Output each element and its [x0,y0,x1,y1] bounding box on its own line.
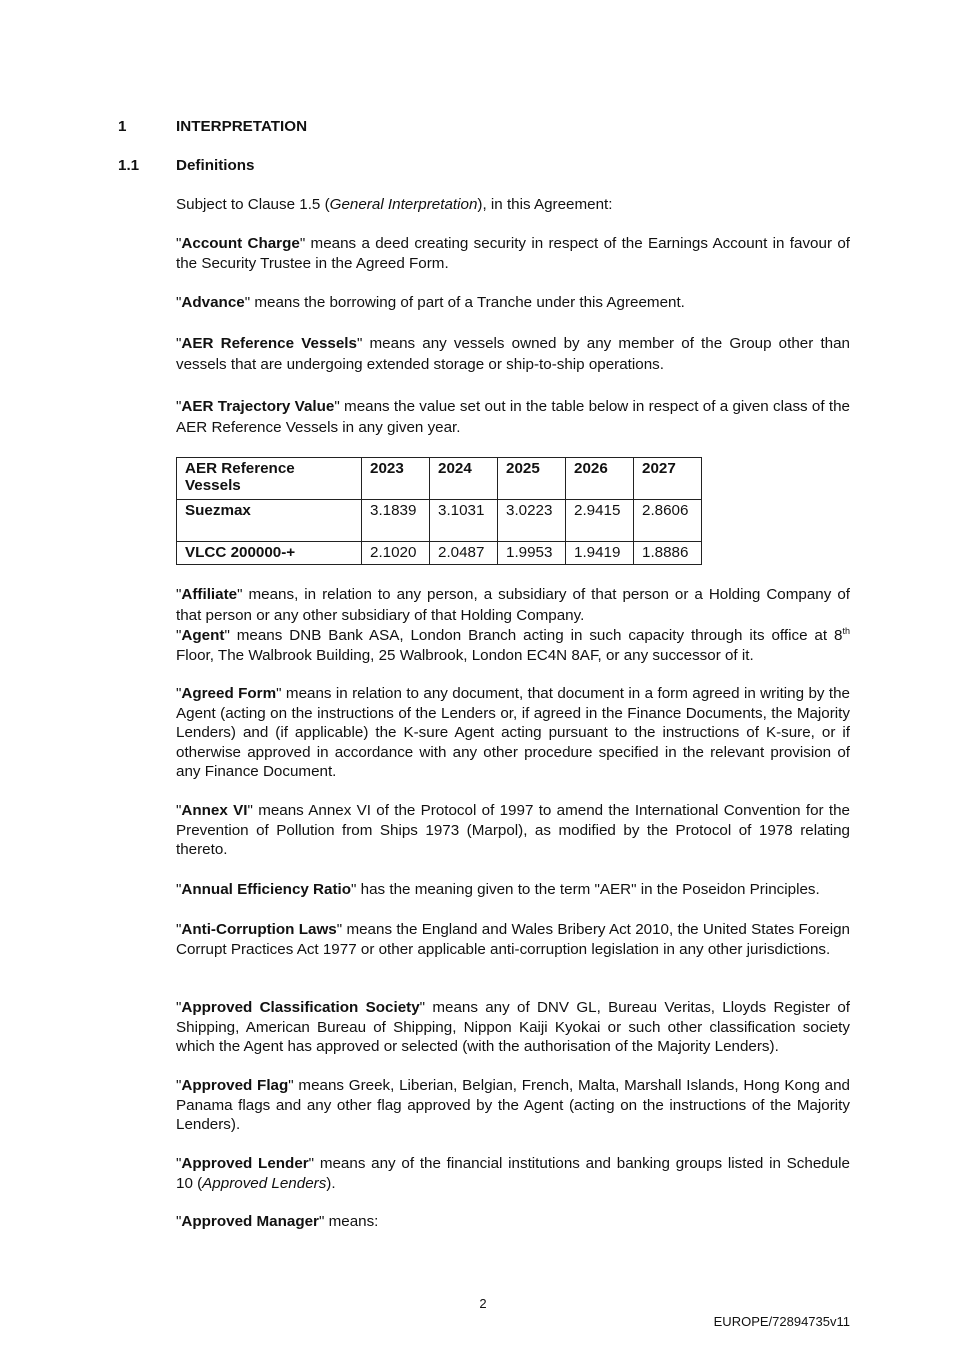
definition-approved-lender: "Approved Lender" means any of the financial institutions and banking groups listed in Schedule 10 (Approved Lenders). [176,1155,850,1192]
definition-term: Account Charge [181,235,300,252]
table-header-cell: 2026 [566,458,634,500]
definition-term: AER Trajectory Value [181,398,335,415]
definition-term: Anti-Corruption Laws [181,921,337,938]
definition-text: means the borrowing of part of a Tranche under this Agreement. [250,294,685,311]
definition-affiliate: "Affiliate" means, in relation to any person, a subsidiary of that person or a Holding Company of that person or any other subsidiary of that Holding Company. [176,586,850,624]
table-row-label: Suezmax [177,500,362,542]
definition-term: Agreed Form [181,685,277,702]
page-number: 2 [479,1296,487,1311]
intro-text: Subject to Clause 1.5 ( [176,196,330,213]
definition-text: means any of the financial institutions and banking groups listed in Schedule 10 ( [176,1155,850,1192]
table-cell: 2.8606 [634,500,702,542]
definition-term: Annex VI [181,802,248,819]
table-cell: 3.1031 [430,500,498,542]
table-row [177,542,702,565]
definition-term: Approved Flag [181,1077,289,1094]
definition-text: means in relation to any document, that document in a form agreed in writing by the Agent (acting on the instructions of the Lenders or, if agreed in the Finance Documents, the Majority Lenders) and (if applicable) the K-sure Agent acting pursuant to the instructions of K-sure, or if otherwise approved in accordance with any other procedure specified in the relevant provision of any Finance Document. [176,685,851,781]
subsection-title: Definitions [176,157,255,174]
definition-text: means DNB Bank ASA, London Branch acting in such capacity through its office at 8 [229,627,843,644]
section-title: INTERPRETATION [176,118,308,135]
table-cell: 2.1020 [362,542,430,565]
document-reference: EUROPE/72894735v11 [713,1314,850,1329]
definition-approved-classification-society: "Approved Classification Society" means any of DNV GL, Bureau Veritas, Lloyds Register of Shipping, American Bureau of Shipping, Nippon Kaiji Kyokai or such other classification society which the Agent has approved or selected (with the authorisation of the Majority Lenders). [176,999,851,1056]
definition-text: means any vessels owned by any member of the Group other than vessels that are undergoing extended storage or ship-to-ship operations. [176,335,851,373]
table-cell: 1.9419 [566,542,634,565]
table-cell: 1.8886 [634,542,702,565]
table-cell: 1.9953 [498,542,566,565]
definition-text: has the meaning given to the term "AER" in the Poseidon Principles. [356,881,820,898]
table-header-cell: 2025 [498,458,566,500]
definition-text: means the England and Wales Bribery Act 2010, the United States Foreign Corrupt Practices Act 1977 or other applicable anti-corruption legislation in any other jurisdictions. [176,921,851,958]
definition-advance: "Advance" means the borrowing of part of a Tranche under this Agreement. [176,294,685,311]
definition-annual-efficiency-ratio: "Annual Efficiency Ratio" has the meaning given to the term "AER" in the Poseidon Principles. [176,881,820,898]
definition-italic: Approved Lenders [202,1174,327,1192]
definition-term: Approved Classification Society [181,999,420,1016]
definition-term: Approved Lender [181,1155,309,1172]
section-number: 1 [118,118,127,135]
definition-term: Approved Manager [181,1213,319,1230]
definition-term: Annual Efficiency Ratio [181,881,352,898]
table-cell: 3.0223 [498,500,566,542]
definition-term: Affiliate [181,586,238,603]
intro-text-end: ), in this Agreement: [477,196,613,213]
table-header-cell: 2023 [362,458,430,500]
definition-text: means Annex VI of the Protocol of 1997 to amend the International Convention for the Prevention of Pollution from Ships 1973 (Marpol), as modified by the Protocol of 1978 relating thereto. [176,802,850,859]
definition-aer-reference-vessels: "AER Reference Vessels" means any vessels owned by any member of the Group other than vessels that are undergoing extended storage or ship-to-ship operations. [176,335,851,373]
definition-text: means Greek, Liberian, Belgian, French, Malta, Marshall Islands, Hong Kong and Panama flags and any other flag approved by the Agent (acting on the instructions of the Majority Lenders). [176,1077,850,1134]
definition-agreed-form: "Agreed Form" means in relation to any document, that document in a form agreed in writing by the Agent (acting on the instructions of the Lenders or, if agreed in the Finance Documents, the Majority Lenders) and (if applicable) the K-sure Agent acting pursuant to the instructions of K-sure, or if otherwise approved in accordance with any other procedure specified in the relevant provision of any Finance Document. [176,685,851,781]
definition-text: means any of DNV GL, Bureau Veritas, Lloyds Register of Shipping, American Bureau of Shipping, Nippon Kaiji Kyokai or such other classification society which the Agent has approved or selected (with the authorisation of the Majority Lenders). [176,999,851,1056]
definition-text: means a deed creating security in respect of the Earnings Account in favour of the Security Trustee in the Agreed Form. [176,235,850,272]
table-cell: 3.1839 [362,500,430,542]
definition-term: Advance [181,294,245,311]
definition-text-end: Floor, The Walbrook Building, 25 Walbrook, London EC4N 8AF, or any successor of it. [176,646,754,664]
table-header-cell: 2027 [634,458,702,500]
aer-trajectory-table [176,457,702,565]
intro-paragraph [176,195,850,215]
ordinal-suffix: th [842,625,850,636]
definition-annex-vi: "Annex VI" means Annex VI of the Protocol of 1997 to amend the International Convention for the Prevention of Pollution from Ships 1973 (Marpol), as modified by the Protocol of 1978 relating thereto. [176,802,850,859]
subsection-number: 1.1 [118,157,140,174]
intro-italic: General Interpretation [329,196,478,213]
definition-term: AER Reference Vessels [181,335,357,352]
definition-aer-trajectory-value: "AER Trajectory Value" means the value set out in the table below in respect of a given class of the AER Reference Vessels in any given year. [176,398,850,436]
definition-text: means, in relation to any person, a subsidiary of that person or a Holding Company of that person or any other subsidiary of that Holding Company. [176,586,850,624]
definition-term: Agent [181,627,225,644]
definition-approved-manager: "Approved Manager" means: [176,1213,379,1230]
table-row-label: VLCC 200000-+ [177,542,362,565]
definition-approved-flag: "Approved Flag" means Greek, Liberian, Belgian, French, Malta, Marshall Islands, Hong Kong and Panama flags and any other flag approved by the Agent (acting on the instructions of the Majority Lenders). [176,1077,850,1134]
table-cell: 2.9415 [566,500,634,542]
definition-agent: "Agent" means DNB Bank ASA, London Branch acting in such capacity through its office at 8th Floor, The Walbrook Building, 25 Walbrook, London EC4N 8AF, or any successor of it. [176,625,850,664]
definition-anti-corruption-laws: "Anti-Corruption Laws" means the England and Wales Bribery Act 2010, the United States Foreign Corrupt Practices Act 1977 or other applicable anti-corruption legislation in any other jurisdictions. [176,921,851,958]
table-header-cell: 2024 [430,458,498,500]
table-header-cell: AER Reference Vessels [177,458,362,500]
definition-account-charge: "Account Charge" means a deed creating security in respect of the Earnings Account in favour of the Security Trustee in the Agreed Form. [176,235,850,272]
definition-text: means: [324,1213,379,1230]
table-row [177,500,702,542]
table-cell: 2.0487 [430,542,498,565]
definition-text-end: ). [326,1174,336,1192]
definition-text: means the value set out in the table below in respect of a given class of the AER Reference Vessels in any given year. [176,398,850,436]
table-header-row [177,458,702,500]
